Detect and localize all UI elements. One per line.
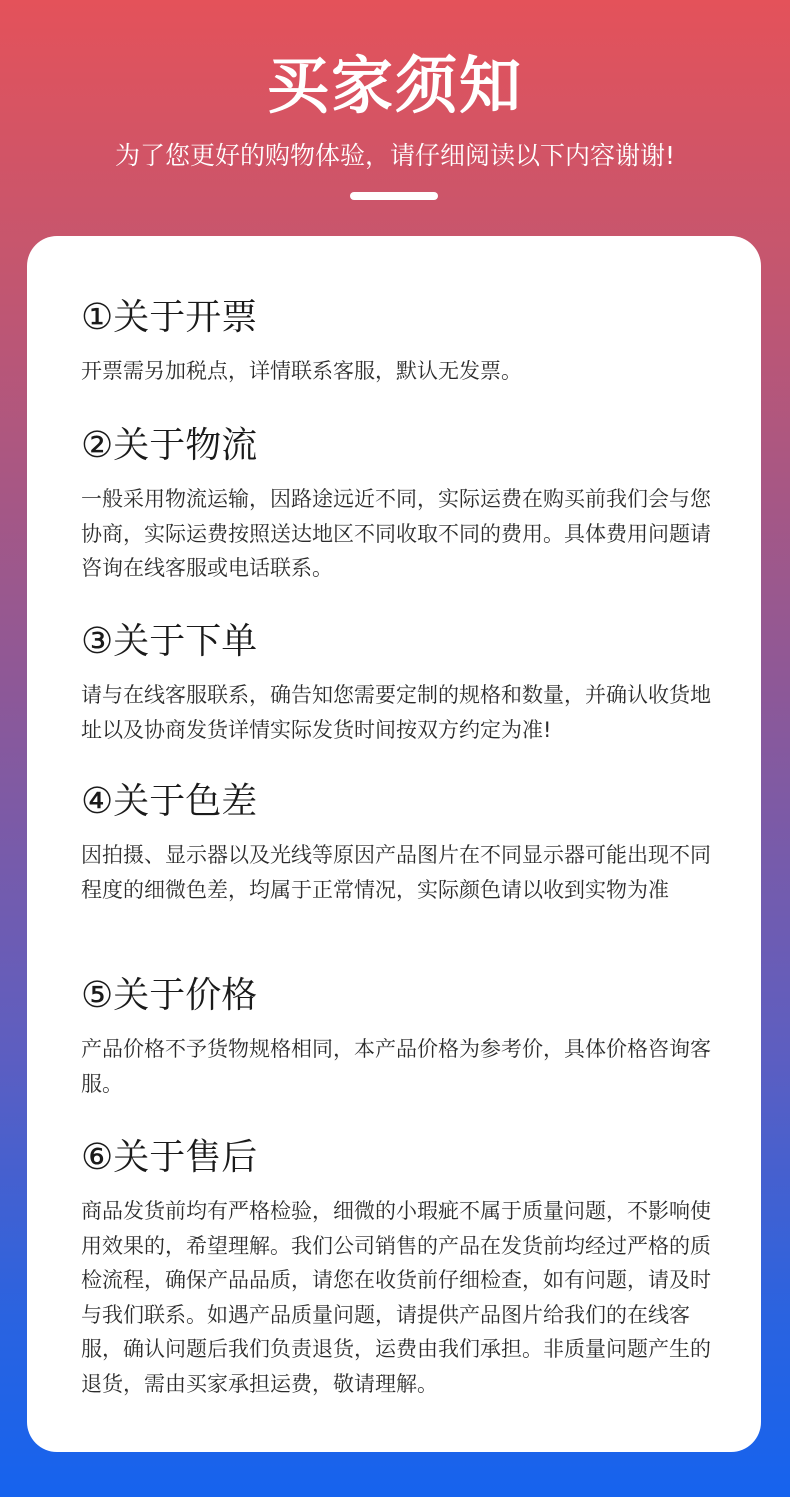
section-body: 一般采用物流运输，因路途远近不同，实际运费在购买前我们会与您协商，实际运费按照送达地区不同收取不同的费用。具体费用问题请咨询在线客服或电话联系。	[81, 487, 711, 580]
section-title: ④关于色差	[81, 781, 258, 822]
section-title: ③关于下单	[81, 621, 258, 662]
section-body: 因拍摄、显示器以及光线等原因产品图片在不同显示器可能出现不同程度的细微色差，均属于正常情况，实际颜色请以收到实物为准	[81, 843, 711, 902]
section-body: 开票需另加税点，详情联系客服，默认无发票。	[81, 359, 522, 383]
section-title: ②关于物流	[81, 425, 258, 466]
notice-card	[27, 236, 761, 1452]
section-price	[81, 970, 731, 1101]
section-invoice	[81, 292, 731, 389]
header-divider	[350, 192, 438, 200]
page-subtitle: 为了您更好的购物体验，请仔细阅读以下内容谢谢!	[114, 141, 676, 170]
section-body: 商品发货前均有严格检验，细微的小瑕疵不属于质量问题，不影响使用效果的，希望理解。我们公司销售的产品在发货前均经过严格的质检流程，确保产品品质，请您在收货前仔细检查，如有问题，请及时与我们联系。如遇产品质量问题，请提供产品图片给我们的在线客服，确认问题后我们负责退货，运费由我们承担。非质量问题产生的退货，需由买家承担运费，敬请理解。	[81, 1199, 711, 1396]
section-logistics	[81, 420, 731, 586]
page-header	[0, 0, 790, 236]
section-title: ①关于开票	[81, 297, 258, 338]
section-title: ⑥关于售后	[81, 1137, 258, 1178]
section-body: 请与在线客服联系，确告知您需要定制的规格和数量，并确认收货地址以及协商发货详情实际发货时间按双方约定为准!	[81, 683, 711, 742]
section-title: ⑤关于价格	[81, 975, 258, 1016]
section-color-difference	[81, 776, 731, 907]
section-after-sales	[81, 1132, 731, 1401]
page-title: 买家须知	[266, 49, 523, 122]
section-ordering	[81, 616, 731, 747]
section-body: 产品价格不予货物规格相同，本产品价格为参考价，具体价格咨询客服。	[81, 1037, 711, 1096]
